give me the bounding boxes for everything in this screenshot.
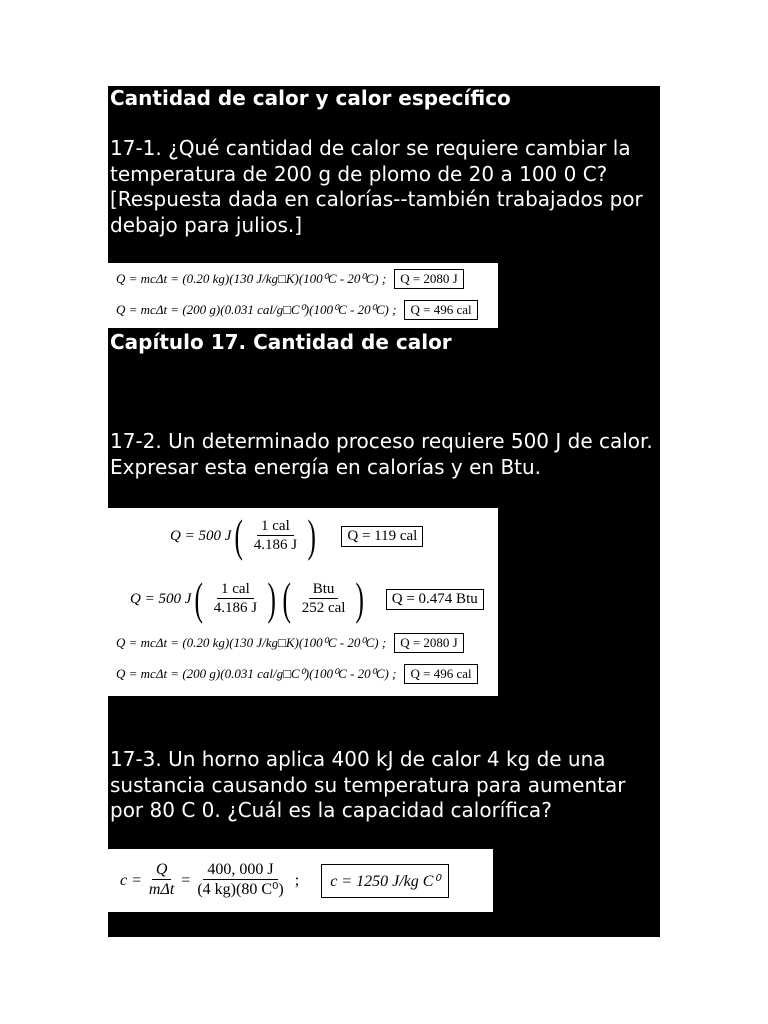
equation-image-17-1 xyxy=(108,263,498,328)
problem-17-1-text: 17-1. ¿Qué cantidad de calor se requiere cambiar la temperatura de 200 g de plomo de 20 a 100 0 C? [Respuesta dada en calorías--también trabajados por debajo para julios.] xyxy=(110,136,643,237)
problem-17-2-text: 17-2. Un determinado proceso requiere 500 J de calor. Expresar esta energía en calorías y en Btu. xyxy=(110,429,653,479)
equation-line xyxy=(108,853,493,908)
equation-image-17-3 xyxy=(108,849,493,912)
separator: ; xyxy=(294,871,300,889)
fraction: $\frac{400, 000 J}{\text{(4 kg)(80 C⁰)}}$ xyxy=(197,860,284,899)
equation-result-box: Q = 496 cal xyxy=(404,664,477,684)
equation-result-box: Q = 2080 J xyxy=(394,633,464,653)
equation-lhs: Q = mcΔt = (200 g)(0.031 cal/g□C⁰)(100⁰C - 20⁰C) ; xyxy=(116,666,397,681)
equation-result-box: Q = 2080 J xyxy=(394,269,464,289)
document-page xyxy=(108,86,660,937)
equation-prefix: Q = 500 J xyxy=(130,590,192,607)
equation-result-box: Q = 496 cal xyxy=(404,300,477,320)
equation-prefix: Q = 500 J xyxy=(170,527,232,544)
equation-line xyxy=(108,661,498,687)
fraction: $\frac{\text{Btu}}{\text{252 cal}}$ xyxy=(301,580,346,616)
equation-line xyxy=(108,266,498,292)
equation-line xyxy=(108,630,498,656)
equals-sign: = xyxy=(181,871,191,889)
equation-result-box: Q = 119 cal xyxy=(341,526,423,547)
equation-prefix: c = xyxy=(120,871,142,889)
equation-line: Q = 500 J ( $\frac{\text{1 cal}}{4.186 J}$ ) Q = 119 cal xyxy=(108,512,498,560)
equation-lhs: Q = mcΔt = (0.20 kg)(130 J/kg□K)(100⁰C - 20⁰C) ; xyxy=(116,635,387,650)
equation-line: Q = 500 J ( $\frac{\text{1 cal}}{4.186 J}$ ) ( $\frac{\text{Btu}}{\text{252 cal}}$ ) Q = 0.474 Btu xyxy=(108,574,498,624)
fraction: $\frac{\text{1 cal}}{4.186 J}$ xyxy=(253,517,298,553)
equation-line xyxy=(108,297,498,323)
problem-17-3-text: 17-3. Un horno aplica 400 kJ de calor 4 kg de una sustancia causando su temperatura para aumentar por 80 C 0. ¿Cuál es la capacidad calorífica? xyxy=(110,747,626,822)
equation-result-box: Q = 0.474 Btu xyxy=(386,589,484,610)
equation-result-box: c = 1250 J/kg C⁰ xyxy=(321,864,449,898)
fraction: $\frac{\text{1 cal}}{4.186 J}$ xyxy=(213,580,258,616)
fraction: $\frac{Q}{\text{mΔt}}$ xyxy=(148,860,175,899)
section-title: Cantidad de calor y calor específico xyxy=(110,86,511,110)
equation-lhs: Q = mcΔt = (0.20 kg)(130 J/kg□K)(100⁰C - 20⁰C) ; xyxy=(116,271,387,286)
equation-lhs: Q = mcΔt = (200 g)(0.031 cal/g□C⁰)(100⁰C - 20⁰C) ; xyxy=(116,302,397,317)
equation-image-17-2 xyxy=(108,508,498,696)
chapter-title: Capítulo 17. Cantidad de calor xyxy=(110,330,452,354)
